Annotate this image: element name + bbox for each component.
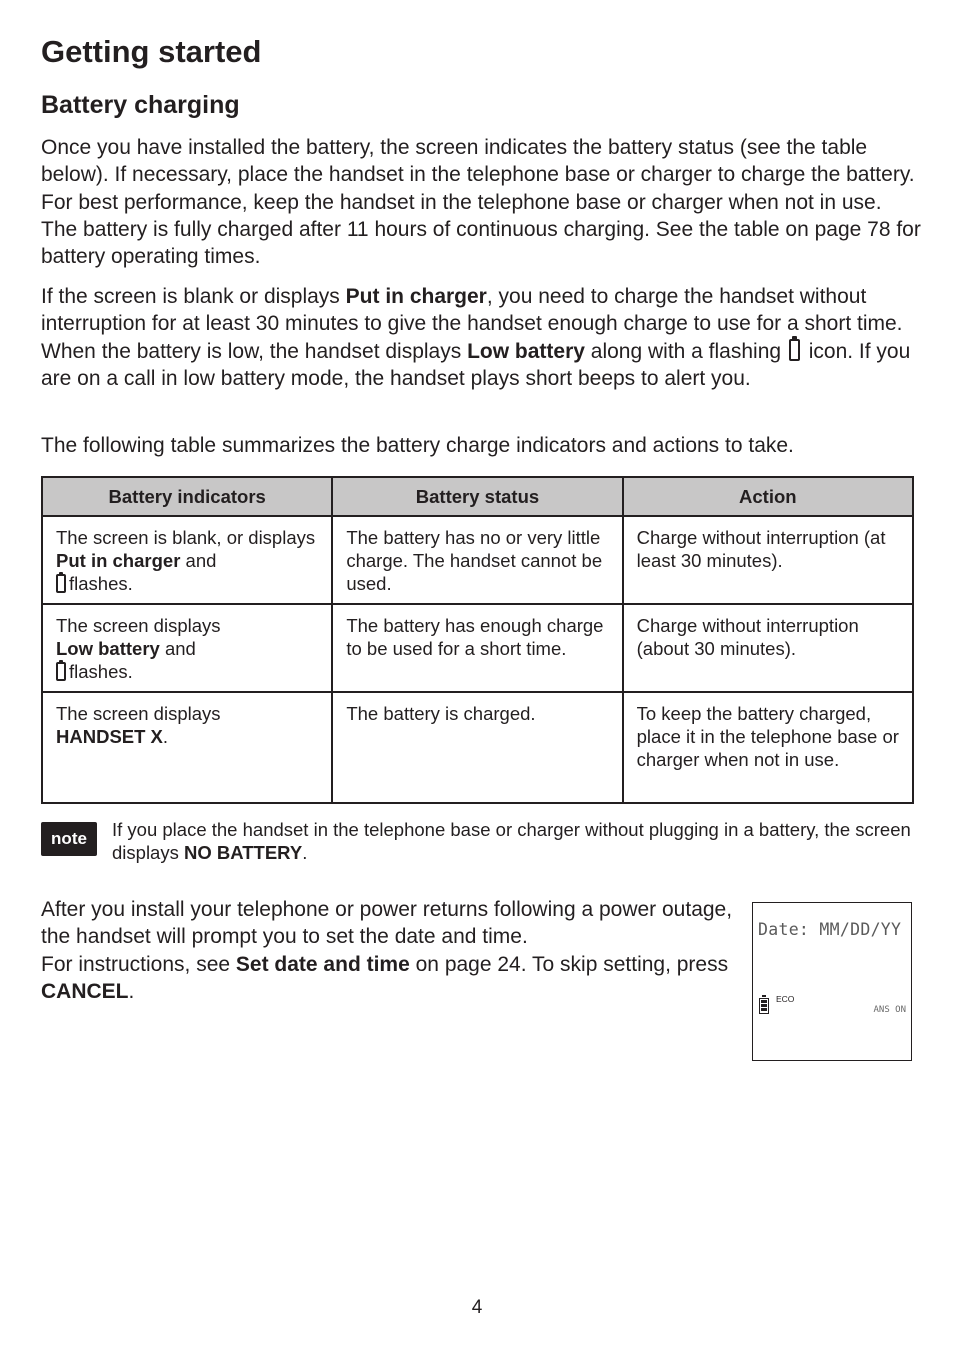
text: The screen displays bbox=[56, 703, 221, 724]
set-date-and-time-label: Set date and time bbox=[235, 952, 410, 976]
status-cell: The battery has enough charge to be used for a short time. bbox=[332, 604, 622, 692]
table-row bbox=[42, 692, 913, 803]
table-row bbox=[42, 604, 913, 692]
table-row bbox=[42, 516, 913, 604]
indicator-cell bbox=[42, 604, 332, 692]
table-intro-paragraph: The following table summarizes the battery charge indicators and actions to take. bbox=[41, 434, 794, 457]
intro-paragraph: Once you have installed the battery, the screen indicates the battery status (see the table below). If necessary, place the handset in the telephone base or charger to charge the battery. For best performance, keep the handset in the telephone base or charger when not in use. The battery is fully charged after 11 hours of continuous charging. See the table on page 78 for battery operating times. bbox=[41, 136, 921, 269]
battery-icon bbox=[56, 662, 66, 681]
lcd-date-prompt: Date: MM/DD/YY bbox=[758, 920, 902, 939]
status-cell: The battery has no or very little charge. The handset cannot be used. bbox=[332, 516, 622, 604]
section-title: Battery charging bbox=[41, 91, 240, 119]
battery-icon bbox=[56, 574, 66, 593]
text: The screen is blank, or displays bbox=[56, 527, 316, 548]
charger-paragraph bbox=[41, 283, 921, 392]
text: flashes. bbox=[69, 661, 133, 682]
header-battery-indicators: Battery indicators bbox=[42, 477, 332, 516]
action-cell: Charge without interruption (at least 30 minutes). bbox=[623, 516, 913, 604]
header-battery-status: Battery status bbox=[332, 477, 622, 516]
text: . bbox=[302, 842, 308, 863]
page-number: 4 bbox=[471, 1297, 483, 1318]
page-title: Getting started bbox=[41, 34, 262, 69]
action-cell: Charge without interruption (about 30 minutes). bbox=[623, 604, 913, 692]
put-in-charger-label: Put in charger bbox=[345, 285, 487, 308]
text: After you install your telephone or power returns following a power outage, the handset will prompt you to set the date and time. bbox=[41, 898, 733, 949]
no-battery-label: NO BATTERY bbox=[183, 842, 303, 863]
cancel-label: CANCEL bbox=[41, 979, 129, 1003]
battery-indicator-table bbox=[41, 476, 914, 804]
text: , you need to charge the handset without interruption for at least 30 minutes to give the handset enough charge to use for a short time. When the battery is low, the handset displays bbox=[41, 285, 903, 363]
note-text bbox=[112, 818, 912, 864]
handset-screen-illustration bbox=[752, 902, 912, 1061]
header-action: Action bbox=[623, 477, 913, 516]
low-battery-label: Low battery bbox=[467, 339, 585, 363]
bold-text: Low battery bbox=[56, 638, 160, 659]
indicator-cell bbox=[42, 692, 332, 803]
note-badge: note bbox=[41, 822, 97, 856]
bold-text: HANDSET X bbox=[56, 726, 163, 747]
battery-icon bbox=[789, 339, 800, 361]
indicator-cell bbox=[42, 516, 332, 604]
text: If you place the handset in the telephone base or charger without plugging in a battery, the screen displays bbox=[112, 819, 911, 863]
text: icon. If you are on a call in low battery mode, the handset plays short beeps to alert you. bbox=[41, 339, 911, 390]
bold-text: Put in charger bbox=[56, 550, 181, 571]
lcd-ans-label: ANS ON bbox=[873, 1005, 906, 1015]
text: . bbox=[128, 979, 135, 1003]
lcd-eco-label: ECO bbox=[776, 994, 795, 1004]
text: and bbox=[159, 638, 196, 659]
text: For instructions, see bbox=[41, 952, 236, 976]
action-cell: To keep the battery charged, place it in the telephone base or charger when not in use. bbox=[623, 692, 913, 803]
status-cell: The battery is charged. bbox=[332, 692, 622, 803]
text: and bbox=[180, 550, 217, 571]
text: . bbox=[162, 726, 169, 747]
text: along with a flashing bbox=[584, 339, 787, 363]
text: on page 24. To skip setting, press bbox=[409, 952, 729, 976]
date-time-paragraph bbox=[41, 896, 741, 1005]
text: flashes. bbox=[69, 573, 133, 594]
table-header-row bbox=[42, 477, 913, 516]
text: The screen displays bbox=[56, 615, 221, 636]
text: If the screen is blank or displays bbox=[41, 285, 346, 308]
battery-full-icon bbox=[759, 998, 769, 1014]
